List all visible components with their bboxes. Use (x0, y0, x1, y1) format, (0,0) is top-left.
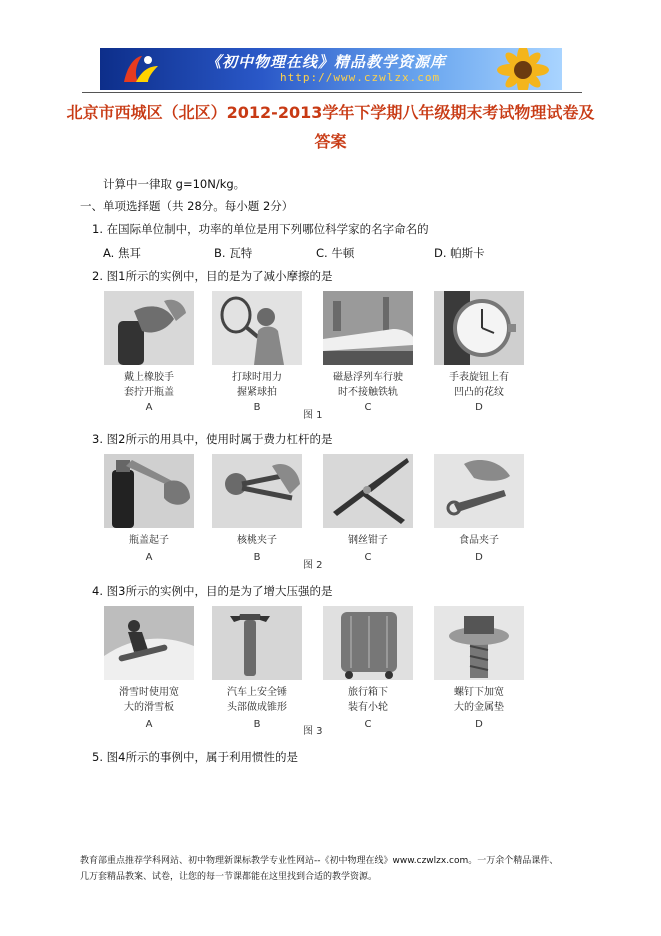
fig2-caption-c: 钢丝钳子 (348, 535, 388, 546)
fig2-letter-c: C (364, 552, 372, 563)
fig3-photo-c (323, 606, 413, 680)
banner-title: 《初中物理在线》精品教学资源库 (206, 53, 447, 71)
footer-line-2: 几万套精品教案、试卷，让您的每一节课都能在这里找到合适的教学资源。 (80, 872, 378, 882)
q3-stem: 3. 图2所示的用具中，使用时属于费力杠杆的是 (92, 432, 333, 446)
fig1-letter-a: A (145, 402, 153, 413)
header-banner (100, 48, 562, 90)
fig1-caption-c: 磁悬浮列车行驶 时不接触铁轨 (333, 372, 403, 398)
fig2-letter-b: B (253, 552, 261, 563)
document-title (60, 98, 601, 156)
fig3-caption-b: 汽车上安全锤 头部做成锥形 (227, 687, 287, 713)
banner-url[interactable]: http://www.czwlzx.com (280, 71, 441, 84)
fig1-letter-c: C (364, 402, 372, 413)
fig2-photo-d (434, 454, 524, 528)
food-tongs-icon (434, 454, 524, 528)
maglev-train-icon (323, 291, 413, 365)
bottle-cap-glove-icon (104, 291, 194, 365)
q1-stem: 1. 在国际单位制中，功率的单位是用下列哪位科学家的名字命名的 (92, 222, 429, 236)
fig3-letter-b: B (253, 719, 261, 730)
fig1-caption-b: 打球时用力 握紧球拍 (232, 372, 282, 398)
fig1-caption-d: 手表旋钮上有 凹凸的花纹 (449, 372, 509, 398)
sunflower-icon (488, 48, 558, 90)
intro-note: 计算中一律取 g=10N/kg。 (103, 177, 246, 191)
nutcracker-icon (212, 454, 302, 528)
q1-option-c: C. 牛顿 (316, 246, 355, 260)
fig2-photo-b (212, 454, 302, 528)
wristwatch-icon (434, 291, 524, 365)
fig1-photo-d (434, 291, 524, 365)
fig2-caption-b: 核桃夹子 (237, 535, 277, 546)
fig2-photo-c (323, 454, 413, 528)
fig3-caption-c: 旅行箱下 装有小轮 (348, 687, 388, 713)
fig2-letter-d: D (475, 552, 483, 563)
fig3-letter-d: D (475, 719, 483, 730)
fig3-caption-d: 螺钉下加宽 大的金属垫 (454, 687, 504, 713)
q5-stem: 5. 图4所示的事例中，属于利用惯性的是 (92, 750, 298, 764)
fig2-caption-d: 食品夹子 (459, 535, 499, 546)
title-line-2: 答案 (314, 132, 347, 151)
section-heading: 一、单项选择题（共 28分。每小题 2分） (80, 199, 294, 213)
fig2-label: 图 2 (303, 560, 323, 571)
suitcase-icon (323, 606, 413, 680)
q4-stem: 4. 图3所示的实例中，目的是为了增大压强的是 (92, 584, 333, 598)
tennis-player-icon (212, 291, 302, 365)
safety-hammer-icon (212, 606, 302, 680)
footer-line-1: 教育部重点推荐学科网站、初中物理新课标教学专业性网站--《初中物理在线》www.czwlzx.com。一万余个精品课件、 (80, 856, 559, 866)
header-rule (82, 92, 582, 93)
fig1-caption-a: 戴上橡胶手 套拧开瓶盖 (124, 372, 174, 398)
fig1-photo-a (104, 291, 194, 365)
screw-washer-icon (434, 606, 524, 680)
q1-option-b: B. 瓦特 (214, 246, 253, 260)
fig1-label: 图 1 (303, 410, 323, 421)
fig3-label: 图 3 (303, 726, 323, 737)
fig3-letter-c: C (364, 719, 372, 730)
pliers-icon (323, 454, 413, 528)
fig1-letter-b: B (253, 402, 261, 413)
fig3-letter-a: A (145, 719, 153, 730)
q1-option-a: A. 焦耳 (103, 246, 141, 260)
fig3-photo-d (434, 606, 524, 680)
fig3-caption-a: 滑雪时使用宽 大的滑雪板 (119, 687, 179, 713)
fig3-photo-a (104, 606, 194, 680)
snowboarder-icon (104, 606, 194, 680)
fig2-photo-a (104, 454, 194, 528)
page-footer (80, 853, 585, 885)
fig2-caption-a: 瓶盖起子 (129, 535, 169, 546)
fig1-letter-d: D (475, 402, 483, 413)
q1-option-d: D. 帕斯卡 (434, 246, 485, 260)
bottle-opener-icon (104, 454, 194, 528)
fig2-letter-a: A (145, 552, 153, 563)
fig3-photo-b (212, 606, 302, 680)
fig1-photo-b (212, 291, 302, 365)
site-logo-icon (118, 52, 162, 86)
q2-stem: 2. 图1所示的实例中，目的是为了减小摩擦的是 (92, 269, 333, 283)
fig1-photo-c (323, 291, 413, 365)
title-line-1: 北京市西城区（北区）2012-2013学年下学期八年级期末考试物理试卷及 (66, 103, 595, 122)
